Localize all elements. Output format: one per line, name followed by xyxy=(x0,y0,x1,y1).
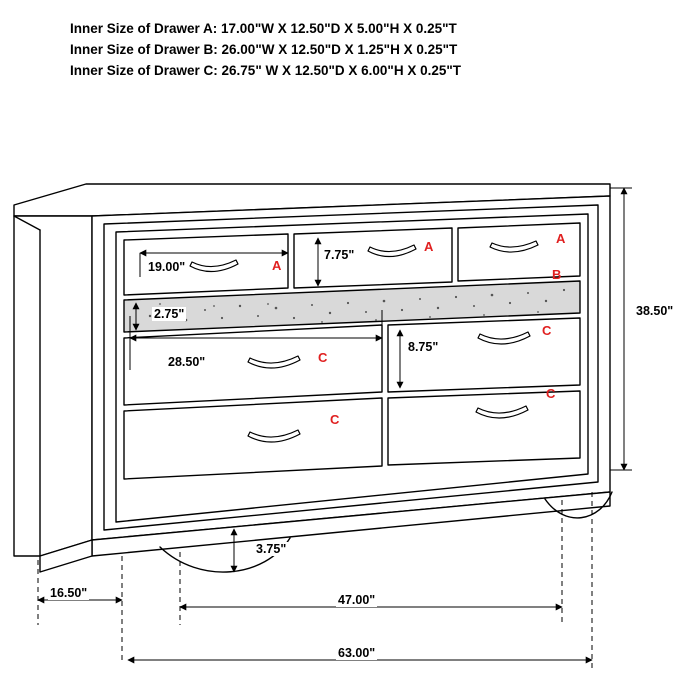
dim-depth: 16.50" xyxy=(50,586,88,600)
dim-base-height: 3.75" xyxy=(256,542,287,556)
dim-drawer-c-height: 8.75" xyxy=(408,340,439,354)
spec-line-drawer-a: Inner Size of Drawer A: 17.00"W X 12.50"D X 5.00"H X 0.25"T xyxy=(70,21,457,36)
dim-drawer-a-width: 19.00" xyxy=(148,260,186,274)
dim-drawer-c-width: 28.50" xyxy=(168,355,206,369)
marker-drawer-c-left-top: C xyxy=(318,350,328,365)
dim-overall-height: 38.50" xyxy=(636,304,674,318)
marker-drawer-a-left: A xyxy=(272,258,282,273)
marker-drawer-c-right-top: C xyxy=(542,323,552,338)
spec-line-drawer-b: Inner Size of Drawer B: 26.00"W X 12.50"D X 1.25"H X 0.25"T xyxy=(70,42,458,57)
marker-drawer-c-right-bot: C xyxy=(546,386,556,401)
marker-drawer-a-mid: A xyxy=(424,239,434,254)
spec-line-drawer-c: Inner Size of Drawer C: 26.75" W X 12.50"D X 6.00"H X 0.25"T xyxy=(70,63,462,78)
dim-overall-width: 63.00" xyxy=(338,646,376,660)
dim-drawer-b-height: 2.75" xyxy=(154,307,185,321)
marker-drawer-a-right: A xyxy=(556,231,566,246)
dim-drawer-a-height: 7.75" xyxy=(324,248,355,262)
dim-front-width: 47.00" xyxy=(338,593,376,607)
marker-drawer-c-left-bot: C xyxy=(330,412,340,427)
marker-drawer-b-right: B xyxy=(552,267,562,282)
